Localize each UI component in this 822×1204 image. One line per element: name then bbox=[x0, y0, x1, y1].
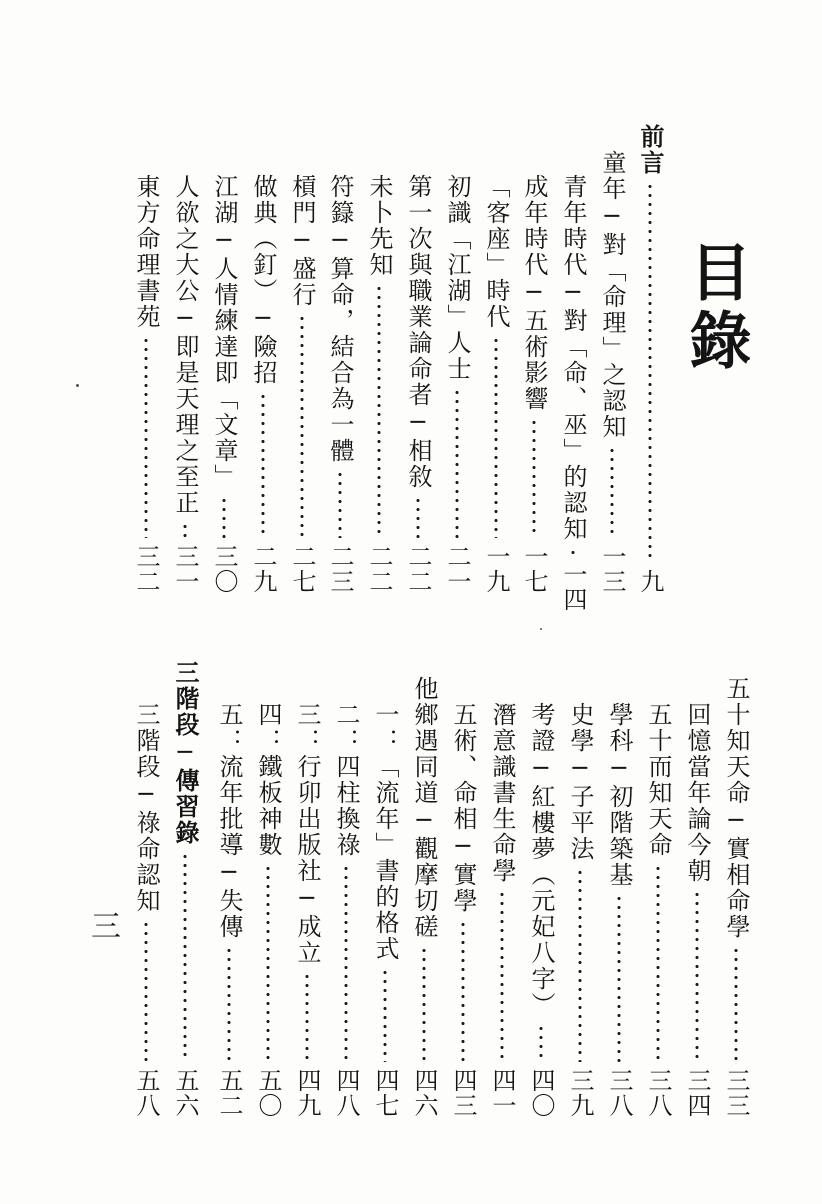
toc-entry-page: 三一 bbox=[171, 544, 199, 594]
toc-entry-label: 三階段─傳習錄 bbox=[171, 660, 199, 846]
toc-entry bbox=[630, 124, 670, 594]
toc-entry-label: 江湖─人情練達即「文章」 bbox=[210, 174, 238, 490]
toc-entry-label: 五十而知天命 bbox=[644, 702, 672, 858]
dot-leader bbox=[243, 392, 283, 538]
toc-entry-label: 三：行卯出版社─成立 bbox=[293, 702, 321, 966]
page-title: 目錄 bbox=[679, 240, 752, 376]
toc-entry-page: 三四 bbox=[683, 1068, 711, 1118]
dot-leader bbox=[716, 946, 756, 1062]
toc-entry bbox=[638, 702, 678, 1118]
dot-leader bbox=[437, 388, 477, 538]
toc-entry bbox=[209, 702, 249, 1118]
toc-entry-page: 四九 bbox=[293, 1068, 321, 1118]
toc-entry bbox=[365, 702, 405, 1118]
toc-entry bbox=[243, 174, 283, 594]
dot-leader bbox=[165, 852, 205, 1062]
toc-entry bbox=[560, 702, 600, 1118]
toc-entry bbox=[204, 174, 244, 594]
toc-entry-label: 史學─子平法 bbox=[566, 702, 594, 862]
toc-entry-label: 三階段─祿命認知 bbox=[132, 702, 160, 914]
toc-entry bbox=[677, 702, 717, 1118]
toc-entry-page: 一七 bbox=[520, 544, 548, 594]
toc-entry-label: 人欲之大公─即是天理之至正 bbox=[171, 174, 199, 516]
toc-entry-page: 四一 bbox=[488, 1068, 516, 1118]
toc-entry-label: 回憶當年論今朝 bbox=[683, 702, 711, 884]
toc-entry-label: 前言 bbox=[636, 124, 664, 176]
dot-leader bbox=[521, 1024, 561, 1062]
toc-entry-page: 二三 bbox=[326, 544, 354, 594]
toc-entry-page: 三三 bbox=[722, 1068, 750, 1118]
toc-entry-label: 五：流年批導─失傳 bbox=[215, 702, 243, 940]
toc-entry bbox=[126, 702, 166, 1118]
toc-entry-label: 初識「江湖」人士 bbox=[443, 174, 471, 382]
dot-leader bbox=[287, 972, 327, 1062]
page-number: 三 bbox=[85, 910, 120, 940]
dot-leader bbox=[165, 522, 205, 538]
toc-entry-page: 四八 bbox=[332, 1068, 360, 1118]
dot-leader bbox=[126, 920, 166, 1062]
toc-entry-label: 二：四柱換祿 bbox=[332, 702, 360, 858]
toc-entry bbox=[599, 702, 639, 1118]
dot-leader bbox=[599, 894, 639, 1062]
toc-entry bbox=[521, 702, 561, 1118]
toc-entry-page: 九 bbox=[636, 569, 664, 594]
toc-entry bbox=[126, 174, 166, 594]
toc-entry bbox=[437, 174, 477, 594]
toc-entry-page: 一四 bbox=[559, 562, 587, 612]
toc-entry-page: 五二 bbox=[215, 1068, 243, 1118]
toc-entry-label: 學科─初階築基 bbox=[605, 702, 633, 888]
toc-entry bbox=[320, 174, 360, 594]
toc-entry-label: 四：鐵板神數 bbox=[254, 702, 282, 858]
dot-leader bbox=[443, 920, 483, 1062]
toc-entry-label: 五術、命相─實學 bbox=[449, 702, 477, 914]
toc-entry-page: 三〇 bbox=[210, 544, 238, 594]
toc-entry-page: 二九 bbox=[249, 544, 277, 594]
toc-entry-label: 童年─對「命理」之認知 bbox=[598, 150, 626, 440]
dot-leader bbox=[404, 946, 444, 1062]
toc-entry-label: 一：「流年」書的格式 bbox=[371, 702, 399, 962]
dot-leader bbox=[677, 890, 717, 1062]
toc-entry-label: 五十知天命─實相命學 bbox=[722, 676, 750, 940]
toc-entry-page: 三八 bbox=[605, 1068, 633, 1118]
toc-entry bbox=[398, 174, 438, 594]
toc-entry-page: 四六 bbox=[410, 1068, 438, 1118]
toc-entry-page: 五八 bbox=[132, 1068, 160, 1118]
toc-entry-page: 三二 bbox=[132, 544, 160, 594]
toc-entry-page: 二二 bbox=[365, 544, 393, 594]
toc-entry-page: 三八 bbox=[644, 1068, 672, 1118]
dot-leader bbox=[320, 470, 360, 538]
toc-entry bbox=[165, 660, 205, 1118]
toc-entry bbox=[359, 174, 399, 594]
toc-entry-page: 二一 bbox=[443, 544, 471, 594]
toc-entry-label: 東方命理書苑 bbox=[132, 174, 160, 330]
toc-entry bbox=[592, 150, 632, 594]
dot-leader bbox=[209, 946, 249, 1062]
dot-leader bbox=[282, 314, 322, 538]
dot-leader bbox=[630, 182, 670, 563]
toc-entry-label: 未卜先知 bbox=[365, 174, 393, 278]
toc-entry bbox=[248, 702, 288, 1118]
dot-leader bbox=[326, 864, 366, 1062]
toc-entry-page: 二七 bbox=[288, 544, 316, 594]
toc-entry-page: 二二 bbox=[404, 544, 432, 594]
dot-leader bbox=[482, 890, 522, 1062]
toc-entry-label: 符籙─算命，結合為一體 bbox=[326, 174, 354, 464]
toc-entry bbox=[404, 676, 444, 1118]
print-speck bbox=[540, 628, 542, 630]
toc-entry-page: 四三 bbox=[449, 1068, 477, 1118]
toc-entry-label: 「客座」時代 bbox=[482, 174, 510, 330]
toc-entry-label: 槓門─盛行 bbox=[288, 174, 316, 308]
toc-entry-page: 三九 bbox=[566, 1068, 594, 1118]
toc-entry-page: 五〇 bbox=[254, 1068, 282, 1118]
toc-entry bbox=[476, 174, 516, 594]
toc-entry bbox=[282, 174, 322, 594]
dot-leader bbox=[476, 336, 516, 538]
toc-entry-label: 第一次與職業論命者─相敘 bbox=[404, 174, 432, 490]
toc-entry bbox=[287, 702, 327, 1118]
toc-entry-label: 潛意識書生命學 bbox=[488, 702, 516, 884]
toc-entry bbox=[326, 702, 366, 1118]
toc-entry-label: 考證─紅樓夢（元妃八字） bbox=[527, 702, 555, 1018]
toc-entry bbox=[165, 174, 205, 594]
toc-entry bbox=[716, 676, 756, 1118]
dot-leader bbox=[365, 968, 405, 1062]
dot-leader bbox=[553, 548, 593, 556]
toc-entry bbox=[514, 174, 554, 594]
toc-entry-label: 他鄉遇同道─觀摩切磋 bbox=[410, 676, 438, 940]
toc-entry-label: 成年時代─五術影響 bbox=[520, 174, 548, 412]
dot-leader bbox=[359, 284, 399, 538]
toc-entry-page: 一三 bbox=[598, 544, 626, 594]
dot-leader bbox=[514, 418, 554, 538]
toc-entry-label: 做典（釘）─險招 bbox=[249, 174, 277, 386]
toc-entry bbox=[443, 702, 483, 1118]
toc-entry-page: 四〇 bbox=[527, 1068, 555, 1118]
print-speck bbox=[76, 384, 79, 387]
dot-leader bbox=[126, 336, 166, 538]
toc-entry bbox=[553, 174, 593, 612]
dot-leader bbox=[204, 496, 244, 538]
dot-leader bbox=[398, 496, 438, 538]
dot-leader bbox=[592, 446, 632, 538]
toc-entry-page: 一九 bbox=[482, 544, 510, 594]
toc-entry bbox=[482, 702, 522, 1118]
dot-leader bbox=[638, 864, 678, 1062]
toc-entry-page: 四七 bbox=[371, 1068, 399, 1118]
toc-entry-label: 青年時代─對「命、巫」的認知 bbox=[559, 174, 587, 542]
dot-leader bbox=[560, 868, 600, 1062]
toc-entry-page: 五六 bbox=[171, 1068, 199, 1118]
dot-leader bbox=[248, 864, 288, 1062]
